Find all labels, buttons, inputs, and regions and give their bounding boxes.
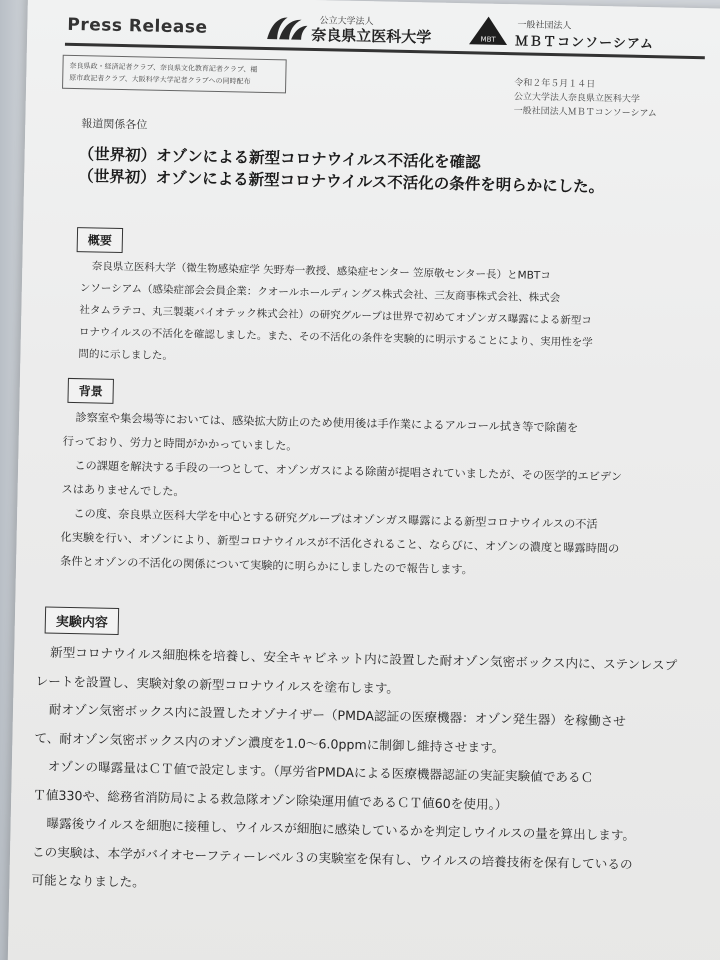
distribution-line: 原市政記者クラブ、大阪科学大学記者クラブへの同時配布 — [69, 73, 251, 86]
text-line: Ｔ値330や、総務省消防局による救急隊オゾン除染運用値であるＣＴ値60を使用。） — [33, 786, 508, 812]
headline — [78, 143, 605, 198]
text-line: レートを設置し、実験対象の新型コロナウイルスを塗布します。 — [35, 672, 400, 696]
press-release-paper — [7, 0, 720, 960]
text-line: 奈良県立医科大学（微生物感染症学 矢野寿一教授、感染症センター 笠原敬センター長）とMBTコ — [91, 260, 551, 283]
text-line: 曝露後ウイルスを細胞に接種し、ウイルスが細胞に感染しているかを判定しウイルスの量を算出します。 — [46, 815, 636, 843]
text-line: て、耐オゾン気密ボックス内のオゾン濃度を1.0～6.0ppmに制御し維持させます。 — [34, 729, 505, 755]
text-line: 可能となりました。 — [31, 872, 145, 890]
distribution-box — [62, 55, 287, 94]
mbt-consortium-logo-icon — [467, 14, 510, 47]
mbt-logo-text: MBT — [480, 35, 496, 44]
text-line: この度、奈良県立医科大学を中心とする研究グループはオゾンガス曝露による新型コロナウイルスの不活 — [73, 507, 598, 532]
release-date: 令和２年５月１４日 — [514, 78, 596, 90]
overview-paragraph — [78, 255, 700, 378]
nara-medical-university-logo-icon — [265, 13, 310, 42]
distribution-line: 奈良県政・経済記者クラブ、奈良県文化教育記者クラブ、橿 — [69, 61, 258, 74]
section-heading-overview: 概要 — [77, 227, 124, 253]
text-line: 耐オゾン気密ボックス内に設置したオゾナイザー（PMDA認証の医療機器：オゾン発生器）を稼働させ — [48, 701, 626, 729]
text-line: ンソーシアム（感染症部会会員企業：クオールホールディングス株式会社、三友商事株式会社、株式会 — [79, 282, 561, 305]
press-release-label: Press Release — [67, 14, 208, 38]
text-line: ロナウイルスの不活化を確認しました。また、その不活化の条件を実験的に明示することにより、実用性を学 — [78, 326, 593, 349]
background-paragraph — [60, 406, 703, 587]
section-heading-background: 背景 — [67, 378, 114, 404]
text-line: 新型コロナウイルス細胞株を培養し、安全キャビネット内に設置した耐オゾン気密ボックス内に、ステンレスプ — [49, 644, 678, 673]
experiment-paragraph — [31, 638, 720, 909]
text-line: オゾンの曝露量はＣＴ値で設定します。（厚労省PMDAによる医療機器認証の実証実験値であるＣ — [47, 758, 594, 786]
section-heading-experiment: 実験内容 — [45, 606, 120, 635]
text-line: この課題を解決する手段の一つとして、オゾンガスによる除菌が提唱されていましたが、その医学的エビデン — [74, 459, 623, 484]
text-line: この実験は、本学がバイオセーフティーレベル３の実験室を保有し、ウイルスの培養技術を保有しているの — [31, 843, 633, 872]
org1-subtitle: 公立大学法人 — [319, 16, 374, 28]
org1-name: 奈良県立医科大学 — [311, 25, 432, 47]
issuer-2: 一般社団法人ＭＢＴコンソーシアム — [513, 106, 657, 120]
text-line: 化実験を行い、オゾンにより、新型コロナウイルスが不活化されること、ならびに、オゾンの濃度と曝露時間の — [60, 530, 620, 556]
headline-line-1: （世界初）オゾンによる新型コロナウイルス不活化を確認 — [78, 145, 481, 172]
text-line: スはありませんでした。 — [61, 482, 185, 499]
issuer-1: 公立大学法人奈良県立医科大学 — [513, 92, 641, 105]
text-line: 問的に示しました。 — [78, 348, 174, 363]
text-line: 社タムラテコ、丸三製薬バイオテック株式会社）の研究グループは世界で初めてオゾンガス曝露による新型コ — [79, 304, 592, 327]
headline-line-2: （世界初）オゾンによる新型コロナウイルス不活化の条件を明らかにした。 — [78, 167, 605, 197]
date-block — [514, 76, 658, 121]
org2-name: ＭＢＴコンソーシアム — [514, 34, 655, 53]
text-line: 行っており、労力と時間がかかっていました。 — [62, 434, 298, 453]
salutation: 報道関係各位 — [81, 117, 148, 132]
org2-subtitle: 一般社団法人 — [517, 20, 572, 32]
text-line: 条件とオゾンの不活化の関係について実験的に明らかにしましたので報告します。 — [59, 554, 474, 577]
text-line: 診察室や集会場等においては、感染拡大防止のため使用後は手作業によるアルコール拭き等で除菌を — [75, 411, 579, 435]
